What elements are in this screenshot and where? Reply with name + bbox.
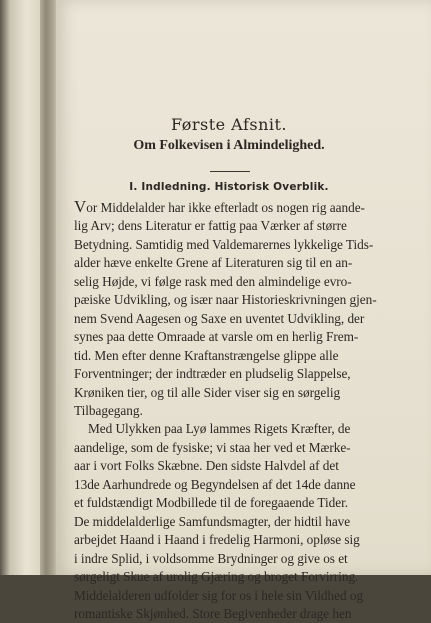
body-text [74, 198, 429, 623]
section-heading: I. Indledning. Historisk Overblik. [129, 181, 329, 193]
text-line: aar i vort Folks Skæbne. Den sidste Halvdel af det [74, 458, 339, 474]
text-line: arbejdet Haand i Haand i fredelig Harmoni, opløse sig [74, 532, 360, 548]
title-divider [210, 171, 250, 172]
text-line: 13de Aarhundrede og Begyndelsen af det 14de danne [74, 476, 356, 492]
right-page [56, 0, 431, 621]
page-content [74, 0, 429, 621]
text-line: lig Arv; dens Literatur er fattig paa Værker af større [74, 218, 347, 234]
chapter-subtitle: Om Folkevisen i Almindelighed. [133, 138, 325, 153]
text-line: nem Svend Aagesen og Saxe en uventet Udvikling, der [74, 310, 365, 326]
text-line: tid. Men efter denne Kraftanstrængelse glippe alle [74, 347, 339, 363]
chapter-title: Første Afsnit. [170, 115, 288, 134]
text-line: alder hæve enkelte Grene af Literaturen sig til en an- [74, 255, 353, 271]
text-line: De middelalderlige Samfundsmagter, der hidtil have [74, 513, 351, 529]
text-line: pæiske Udvikling, og især naar Historieskrivningen gjen- [74, 292, 377, 308]
text-line: romantiske Skjønhed. Store Begivenheder drage hen [74, 605, 352, 621]
text-line: i indre Splid, i voldsomme Brydninger og give os et [74, 550, 348, 566]
text-line: Betydning. Samtidig med Valdemarernes lykkelige Tids- [74, 236, 374, 252]
text-line: selig Højde, vi følge rask med den almindelige evro- [74, 273, 352, 289]
text-line: aandelige, som de fysiske; vi staa her ved et Mærke- [74, 439, 351, 455]
text-line: Med Ulykken paa Lyø lammes Rigets Kræfter, de [88, 421, 351, 437]
text-line: Forventninger; der indtræder en pludselig Slappelse, [74, 366, 351, 382]
text-line: synes paa dette Omraade at varsle om en herlig Frem- [74, 329, 359, 345]
text-line: Tilbagegang. [74, 402, 143, 418]
text-line [74, 198, 429, 217]
text-line: Middelalderen udfolder sig for os i hele sin Vildhed og [74, 587, 364, 603]
drop-cap: V [74, 197, 87, 216]
text-line: sørgeligt Skue af urolig Gjæring og broget Forvirring. [74, 569, 359, 585]
text-line: et fuldstændigt Modbillede til de foregaaende Tider. [74, 495, 349, 511]
text-line-rest: or Middelalder har ikke efterladt os nogen rig aande- [86, 200, 365, 215]
text-line: Krøniken tier, og til alle Sider viser sig en sørgelig [74, 384, 341, 400]
